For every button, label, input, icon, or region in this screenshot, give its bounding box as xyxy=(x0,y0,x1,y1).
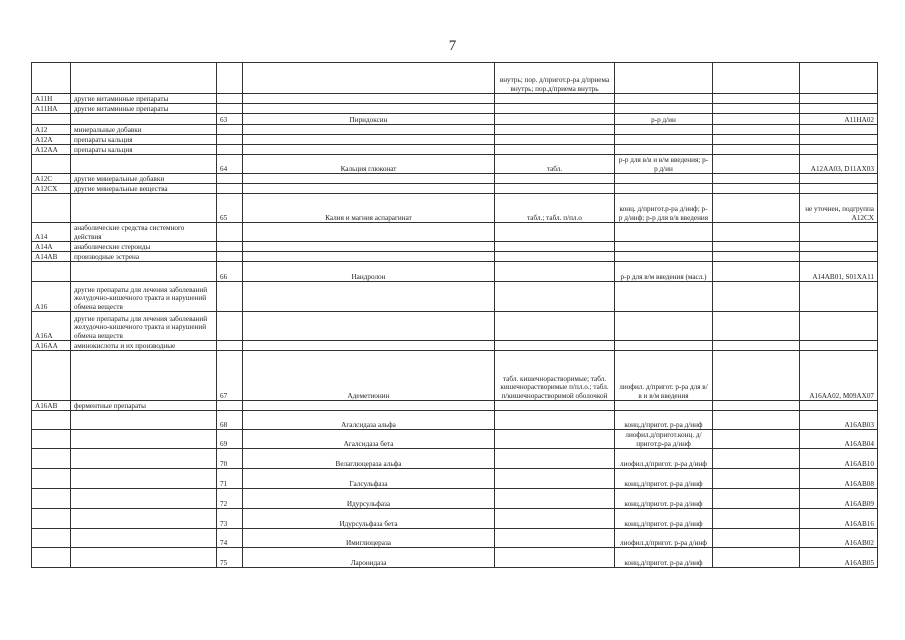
cell-form-oral xyxy=(495,312,615,341)
cell-blank xyxy=(713,312,800,341)
cell-code xyxy=(32,548,71,568)
cell-group xyxy=(71,430,217,449)
cell-form-injection: лиофил.д/пригот. р-ра д/инф xyxy=(615,449,713,469)
cell-atc-code: A12AA03, D11AX03 xyxy=(800,155,878,174)
page-number: 7 xyxy=(448,38,457,54)
cell-atc-code xyxy=(800,223,878,242)
cell-drug-name xyxy=(243,63,495,94)
cell-form-oral xyxy=(495,252,615,262)
cell-number: 71 xyxy=(217,469,243,489)
table-row xyxy=(32,135,878,145)
cell-form-injection: конц.д/пригот. р-ра д/инф xyxy=(615,548,713,568)
cell-blank xyxy=(713,262,800,282)
cell-drug-name: Имиглюцераза xyxy=(243,529,495,548)
cell-atc-code: A16AB05 xyxy=(800,548,878,568)
cell-drug-name: Галсульфаза xyxy=(243,469,495,489)
cell-blank xyxy=(713,548,800,568)
cell-group: другие витаминные препараты xyxy=(71,94,217,104)
cell-code xyxy=(32,351,71,401)
cell-drug-name xyxy=(243,312,495,341)
cell-group: другие минеральные добавки xyxy=(71,174,217,184)
cell-form-injection xyxy=(615,104,713,114)
cell-form-oral: табл. кишечнорастворимые; табл. кишечнорастворимые п/пл.о.; табл. п/кишечнорастворимой оболочкой xyxy=(495,351,615,401)
cell-code: A16AB xyxy=(32,401,71,411)
table-row xyxy=(32,401,878,411)
cell-form-injection: р-р для в/м введения (масл.) xyxy=(615,262,713,282)
cell-blank xyxy=(713,125,800,135)
cell-number: 66 xyxy=(217,262,243,282)
cell-code: A16 xyxy=(32,282,71,312)
cell-form-injection xyxy=(615,312,713,341)
table-row xyxy=(32,548,878,568)
table-row xyxy=(32,282,878,312)
cell-form-oral xyxy=(495,135,615,145)
cell-form-oral xyxy=(495,411,615,430)
cell-drug-name: Агалсидаза альфа xyxy=(243,411,495,430)
cell-form-injection xyxy=(615,242,713,252)
table-row xyxy=(32,223,878,242)
cell-number: 65 xyxy=(217,194,243,223)
cell-form-oral xyxy=(495,529,615,548)
cell-form-injection xyxy=(615,135,713,145)
cell-form-oral xyxy=(495,242,615,252)
cell-blank xyxy=(713,184,800,194)
cell-group xyxy=(71,155,217,174)
cell-blank xyxy=(713,114,800,125)
cell-group: ферментные препараты xyxy=(71,401,217,411)
cell-number xyxy=(217,63,243,94)
cell-code: A16AA xyxy=(32,341,71,351)
table-row xyxy=(32,489,878,509)
cell-drug-name: Адеметионин xyxy=(243,351,495,401)
cell-atc-code xyxy=(800,63,878,94)
cell-blank xyxy=(713,135,800,145)
cell-group: другие препараты для лечения заболеваний желудочно-кишечного тракта и нарушений обмена веществ xyxy=(71,312,217,341)
cell-blank xyxy=(713,194,800,223)
cell-number: 70 xyxy=(217,449,243,469)
cell-code xyxy=(32,194,71,223)
cell-group: производные эстрена xyxy=(71,252,217,262)
cell-group xyxy=(71,194,217,223)
table-row xyxy=(32,94,878,104)
cell-group xyxy=(71,351,217,401)
cell-code: A12 xyxy=(32,125,71,135)
cell-drug-name xyxy=(243,341,495,351)
cell-drug-name xyxy=(243,94,495,104)
cell-blank xyxy=(713,252,800,262)
table-row xyxy=(32,351,878,401)
cell-group: анаболические стероиды xyxy=(71,242,217,252)
cell-blank xyxy=(713,223,800,242)
cell-form-oral xyxy=(495,104,615,114)
cell-form-injection xyxy=(615,341,713,351)
cell-form-oral xyxy=(495,449,615,469)
cell-code xyxy=(32,430,71,449)
drug-list-table xyxy=(31,62,878,568)
cell-code xyxy=(32,489,71,509)
cell-form-oral xyxy=(495,184,615,194)
cell-blank xyxy=(713,145,800,155)
cell-code xyxy=(32,411,71,430)
cell-form-oral xyxy=(495,509,615,529)
cell-atc-code xyxy=(800,184,878,194)
cell-code: A14A xyxy=(32,242,71,252)
cell-form-oral: табл. xyxy=(495,155,615,174)
table-row xyxy=(32,104,878,114)
cell-number: 74 xyxy=(217,529,243,548)
cell-blank xyxy=(713,411,800,430)
cell-form-oral xyxy=(495,341,615,351)
cell-atc-code xyxy=(800,174,878,184)
cell-form-oral xyxy=(495,548,615,568)
cell-atc-code xyxy=(800,125,878,135)
cell-drug-name: Идурсульфаза xyxy=(243,489,495,509)
cell-number xyxy=(217,104,243,114)
cell-form-injection: лиофил.д/пригот.конц. д/пригот.р-ра д/инф xyxy=(615,430,713,449)
cell-form-injection: лиофил.д/пригот. р-ра д/инф xyxy=(615,529,713,548)
cell-code xyxy=(32,114,71,125)
cell-code xyxy=(32,509,71,529)
cell-number xyxy=(217,401,243,411)
cell-form-injection xyxy=(615,145,713,155)
cell-group xyxy=(71,411,217,430)
cell-number: 64 xyxy=(217,155,243,174)
cell-blank xyxy=(713,104,800,114)
cell-drug-name xyxy=(243,174,495,184)
table-row xyxy=(32,184,878,194)
cell-form-injection: р-р для в/в и в/м введения; р-р д/ин xyxy=(615,155,713,174)
cell-number xyxy=(217,312,243,341)
cell-drug-name xyxy=(243,252,495,262)
cell-form-injection xyxy=(615,174,713,184)
cell-form-injection xyxy=(615,282,713,312)
cell-group: препараты кальция xyxy=(71,145,217,155)
cell-number xyxy=(217,125,243,135)
cell-form-injection xyxy=(615,184,713,194)
cell-number: 73 xyxy=(217,509,243,529)
cell-form-injection: конц.д/пригот. р-ра д/инф xyxy=(615,469,713,489)
cell-group xyxy=(71,469,217,489)
cell-form-oral xyxy=(495,282,615,312)
cell-blank xyxy=(713,242,800,252)
cell-form-injection: конц.д/пригот. р-ра д/инф xyxy=(615,489,713,509)
cell-drug-name xyxy=(243,145,495,155)
cell-number xyxy=(217,135,243,145)
cell-atc-code xyxy=(800,135,878,145)
cell-form-injection xyxy=(615,223,713,242)
cell-number: 68 xyxy=(217,411,243,430)
cell-code: A12C xyxy=(32,174,71,184)
cell-form-oral xyxy=(495,469,615,489)
cell-form-injection xyxy=(615,401,713,411)
cell-form-injection xyxy=(615,252,713,262)
table-row xyxy=(32,529,878,548)
cell-blank xyxy=(713,469,800,489)
cell-blank xyxy=(713,401,800,411)
cell-code xyxy=(32,529,71,548)
table-row xyxy=(32,509,878,529)
table-row xyxy=(32,242,878,252)
cell-blank xyxy=(713,351,800,401)
table-row xyxy=(32,63,878,94)
cell-form-injection: лиофил. д/пригот. р-ра для в/в и в/м введения xyxy=(615,351,713,401)
cell-blank xyxy=(713,155,800,174)
cell-drug-name: Ларонидаза xyxy=(243,548,495,568)
cell-atc-code xyxy=(800,282,878,312)
cell-form-oral xyxy=(495,145,615,155)
cell-atc-code: A16AA02, M09AX07 xyxy=(800,351,878,401)
table-row xyxy=(32,145,878,155)
cell-number xyxy=(217,242,243,252)
cell-atc-code xyxy=(800,242,878,252)
cell-number xyxy=(217,341,243,351)
cell-form-injection xyxy=(615,94,713,104)
cell-number: 75 xyxy=(217,548,243,568)
table-row xyxy=(32,114,878,125)
cell-atc-code: A16AB10 xyxy=(800,449,878,469)
cell-number xyxy=(217,184,243,194)
cell-drug-name xyxy=(243,242,495,252)
cell-drug-name xyxy=(243,282,495,312)
cell-code: A12AA xyxy=(32,145,71,155)
cell-atc-code xyxy=(800,94,878,104)
cell-group xyxy=(71,509,217,529)
table-row xyxy=(32,125,878,135)
cell-code: A11HA xyxy=(32,104,71,114)
cell-form-injection: конц.д/пригот. р-ра д/инф xyxy=(615,411,713,430)
cell-group xyxy=(71,548,217,568)
table-row xyxy=(32,449,878,469)
cell-blank xyxy=(713,282,800,312)
cell-code: A11H xyxy=(32,94,71,104)
table-row xyxy=(32,262,878,282)
cell-blank xyxy=(713,529,800,548)
cell-form-injection: конц.д/пригот. р-ра д/инф xyxy=(615,509,713,529)
cell-atc-code xyxy=(800,341,878,351)
cell-blank xyxy=(713,509,800,529)
cell-group xyxy=(71,489,217,509)
cell-number xyxy=(217,252,243,262)
cell-number xyxy=(217,94,243,104)
table-row xyxy=(32,469,878,489)
cell-drug-name: Калия и магния аспарагинат xyxy=(243,194,495,223)
cell-drug-name: Идурсульфаза бета xyxy=(243,509,495,529)
cell-group xyxy=(71,449,217,469)
table-body xyxy=(32,63,878,568)
cell-number xyxy=(217,223,243,242)
cell-code: A12A xyxy=(32,135,71,145)
cell-group: другие препараты для лечения заболеваний желудочно-кишечного тракта и нарушений обмена веществ xyxy=(71,282,217,312)
cell-atc-code: A16AB02 xyxy=(800,529,878,548)
cell-form-oral: внутрь; пор. д/пригот.р-ра д/приема внутрь; пор.д/приема внутрь xyxy=(495,63,615,94)
table-row xyxy=(32,341,878,351)
cell-drug-name xyxy=(243,184,495,194)
cell-drug-name: Кальция глюконат xyxy=(243,155,495,174)
cell-group xyxy=(71,63,217,94)
cell-blank xyxy=(713,174,800,184)
cell-group: аминокислоты и их производные xyxy=(71,341,217,351)
cell-form-injection: конц. д/пригот.р-ра д/инф; р-р д/инф; р-р для в/в введения xyxy=(615,194,713,223)
cell-code xyxy=(32,63,71,94)
cell-code: A16A xyxy=(32,312,71,341)
cell-blank xyxy=(713,63,800,94)
cell-number xyxy=(217,174,243,184)
cell-code: A14AB xyxy=(32,252,71,262)
cell-form-injection: р-р д/ин xyxy=(615,114,713,125)
cell-blank xyxy=(713,489,800,509)
cell-blank xyxy=(713,94,800,104)
cell-group: другие витаминные препараты xyxy=(71,104,217,114)
cell-atc-code xyxy=(800,312,878,341)
cell-blank xyxy=(713,430,800,449)
cell-form-oral xyxy=(495,430,615,449)
cell-group: препараты кальция xyxy=(71,135,217,145)
cell-group xyxy=(71,529,217,548)
cell-atc-code: A16AB04 xyxy=(800,430,878,449)
table-row xyxy=(32,155,878,174)
cell-code: A12CX xyxy=(32,184,71,194)
cell-atc-code xyxy=(800,401,878,411)
cell-form-oral xyxy=(495,401,615,411)
cell-atc-code: A14AB01, S01XA11 xyxy=(800,262,878,282)
cell-form-injection xyxy=(615,63,713,94)
cell-code xyxy=(32,155,71,174)
cell-form-oral xyxy=(495,223,615,242)
cell-form-oral xyxy=(495,262,615,282)
table-row xyxy=(32,252,878,262)
cell-atc-code: A11HA02 xyxy=(800,114,878,125)
cell-group: минеральные добавки xyxy=(71,125,217,135)
cell-code xyxy=(32,449,71,469)
cell-atc-code: A16AB16 xyxy=(800,509,878,529)
cell-code xyxy=(32,262,71,282)
cell-drug-name xyxy=(243,135,495,145)
cell-form-injection xyxy=(615,125,713,135)
cell-group xyxy=(71,262,217,282)
cell-number xyxy=(217,282,243,312)
cell-drug-name: Велаглюцераза альфа xyxy=(243,449,495,469)
cell-atc-code xyxy=(800,104,878,114)
cell-drug-name xyxy=(243,125,495,135)
cell-atc-code: A16AB03 xyxy=(800,411,878,430)
cell-atc-code xyxy=(800,252,878,262)
table-row xyxy=(32,174,878,184)
cell-number: 63 xyxy=(217,114,243,125)
cell-form-oral xyxy=(495,94,615,104)
cell-atc-code xyxy=(800,145,878,155)
cell-form-oral: табл.; табл. п/пл.о xyxy=(495,194,615,223)
cell-number xyxy=(217,145,243,155)
table-row xyxy=(32,194,878,223)
cell-number: 69 xyxy=(217,430,243,449)
cell-drug-name: Пиридоксин xyxy=(243,114,495,125)
cell-drug-name: Агалсидаза бета xyxy=(243,430,495,449)
cell-form-oral xyxy=(495,174,615,184)
cell-drug-name xyxy=(243,401,495,411)
cell-atc-code: не уточнен, подгруппа A12CX xyxy=(800,194,878,223)
cell-blank xyxy=(713,341,800,351)
cell-number: 72 xyxy=(217,489,243,509)
cell-group: анаболические средства системного действия xyxy=(71,223,217,242)
cell-blank xyxy=(713,449,800,469)
cell-group xyxy=(71,114,217,125)
table-row xyxy=(32,430,878,449)
cell-atc-code: A16AB09 xyxy=(800,489,878,509)
cell-form-oral xyxy=(495,125,615,135)
cell-group: другие минеральные вещества xyxy=(71,184,217,194)
cell-atc-code: A16AB08 xyxy=(800,469,878,489)
cell-form-oral xyxy=(495,489,615,509)
cell-code: A14 xyxy=(32,223,71,242)
cell-drug-name xyxy=(243,104,495,114)
cell-drug-name xyxy=(243,223,495,242)
table-row xyxy=(32,312,878,341)
cell-form-oral xyxy=(495,114,615,125)
cell-drug-name: Нандролон xyxy=(243,262,495,282)
table-row xyxy=(32,411,878,430)
cell-number: 67 xyxy=(217,351,243,401)
cell-code xyxy=(32,469,71,489)
